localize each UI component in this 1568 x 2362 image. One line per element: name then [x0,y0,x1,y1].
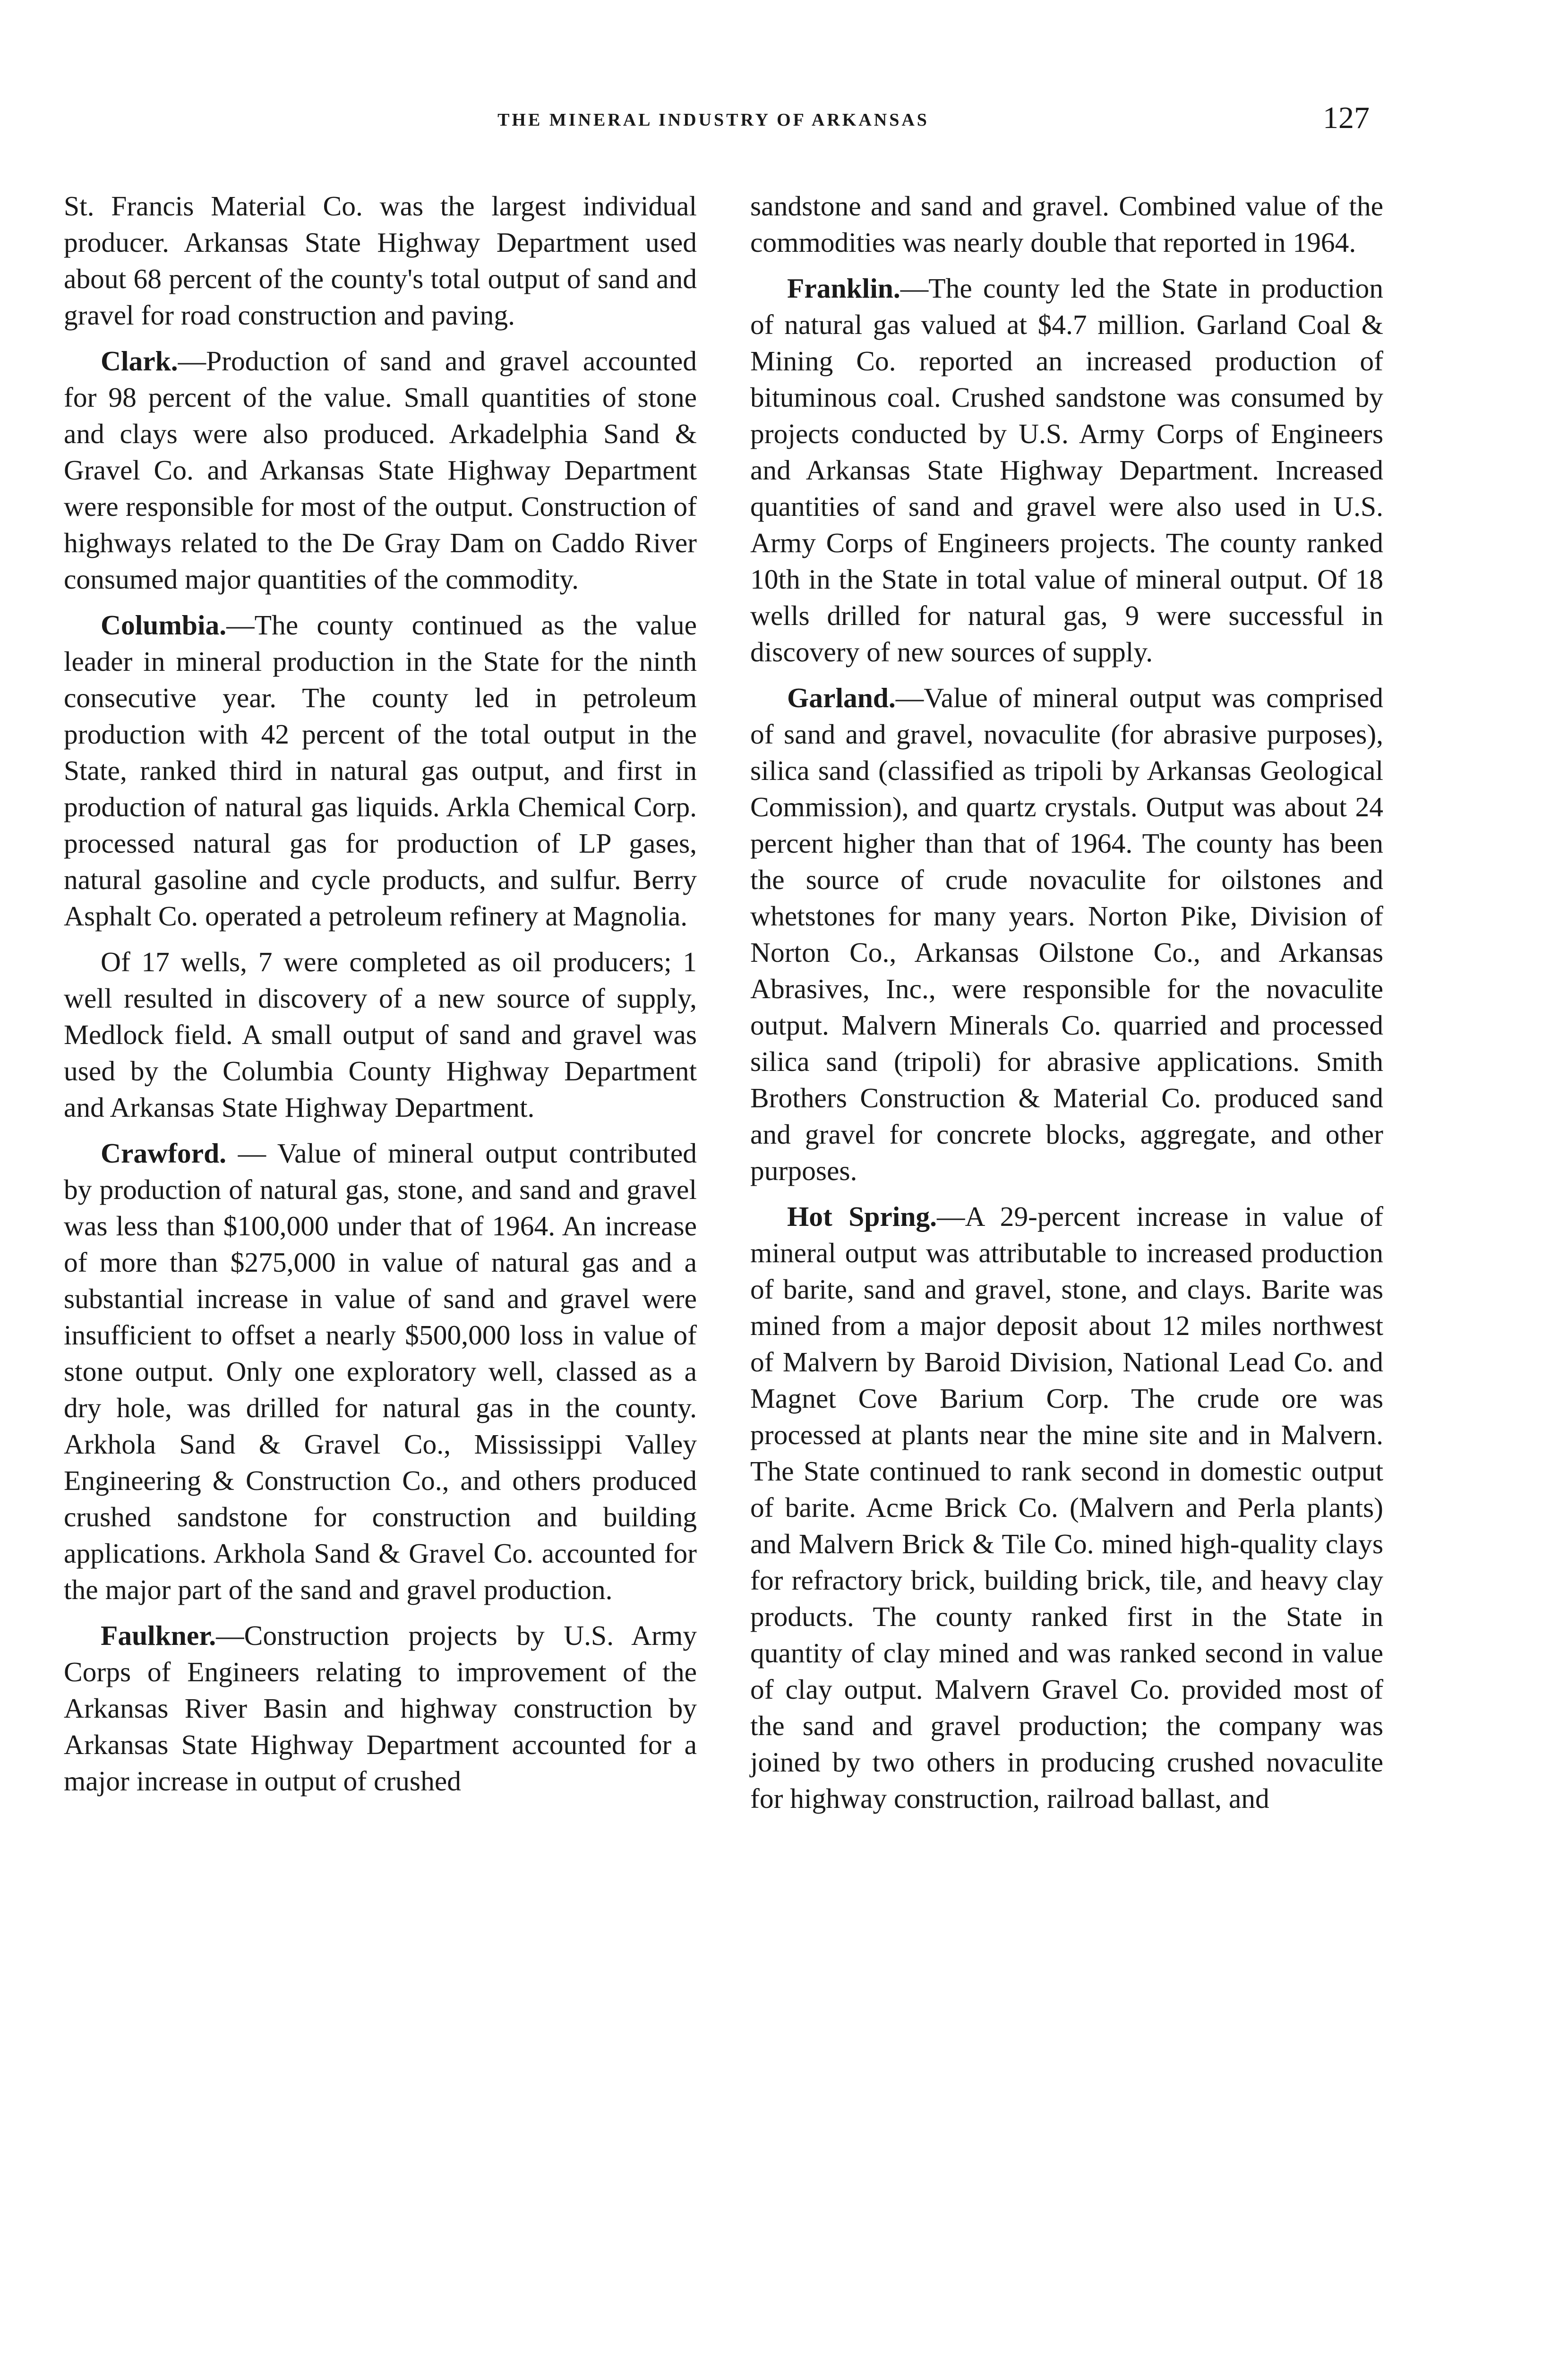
paragraph-columbia [64,607,697,934]
county-heading-hot-spring: Hot Spring. [787,1201,937,1232]
county-heading-garland: Garland. [787,682,896,713]
paragraph-garland [750,680,1383,1189]
paragraph [750,188,1383,261]
county-heading-crawford: Crawford. [101,1138,227,1169]
paragraph-franklin [750,270,1383,670]
county-heading-clark: Clark. [101,345,178,377]
paragraph-text: —Production of sand and gravel accounted for 98 percent of the value. Small quantities of stone and clays were also produced. Arkadelphia Sand & Gravel Co. and Arkansas State Highway Department were responsible for most of the output. Construction of highways related to the De Gray Dam on Caddo River consumed major quantities of the commodity. [64,345,697,595]
paragraph-text: — Value of mineral output contributed by production of natural gas, stone, and sand and gravel was less than $100,000 under that of 1964. An increase of more than $275,000 in value of natural gas and a substantial increase in value of sand and gravel were insufficient to offset a nearly $500,000 loss in value of stone output. Only one exploratory well, classed as a dry hole, was drilled for natural gas in the county. Arkhola Sand & Gravel Co., Mississippi Valley Engineering & Construction Co., and others produced crushed sandstone for construction and building applications. Arkhola Sand & Gravel Co. accounted for the major part of the sand and gravel production. [64,1138,697,1605]
paragraph-text: —Construction projects by U.S. Army Corps of Engineers relating to improvement of the Arkansas River Basin and highway construction by Arkansas State Highway Department accounted for a major increase in output of crushed [64,1620,697,1797]
left-column [64,188,697,1809]
paragraph-hot-spring [750,1198,1383,1817]
paragraph-text: sandstone and sand and gravel. Combined value of the commodities was nearly double that reported in 1964. [750,190,1383,258]
page-number: 127 [1323,101,1370,135]
paragraph-text: —The county continued as the value leader in mineral production in the State for the ninth consecutive year. The county led in petroleum production with 42 percent of the total output in the State, ranked third in natural gas output, and first in production of natural gas liquids. Arkla Chemical Corp. processed natural gas for production of LP gases, natural gasoline and cycle products, and sulfur. Berry Asphalt Co. operated a petroleum refinery at Magnolia. [64,609,697,932]
paragraph-text: Of 17 wells, 7 were completed as oil producers; 1 well resulted in discovery of a new source of supply, Medlock field. A small output of sand and gravel was used by the Columbia County Highway Department and Arkansas State Highway Department. [64,946,697,1123]
paragraph-crawford [64,1135,697,1608]
right-column [750,188,1383,1826]
paragraph-text: —The county led the State in production of natural gas valued at $4.7 million. Garland Coal & Mining Co. reported an increased production of bituminous coal. Crushed sandstone was consumed by projects conducted by U.S. Army Corps of Engineers and Arkansas State Highway Department. Increased quantities of sand and gravel were also used in U.S. Army Corps of Engineers projects. The county ranked 10th in the State in total value of mineral output. Of 18 wells drilled for natural gas, 9 were successful in discovery of new sources of supply. [750,273,1383,668]
paragraph-text: —Value of mineral output was comprised of sand and gravel, novaculite (for abrasive purposes), silica sand (classified as tripoli by Arkansas Geological Commission), and quartz crystals. Output was about 24 percent higher than that of 1964. The county has been the source of crude novaculite for oilstones and whetstones for many years. Norton Pike, Division of Norton Co., Arkansas Oilstone Co., and Arkansas Abrasives, Inc., were responsible for the novaculite output. Malvern Minerals Co. quarried and processed silica sand (tripoli) for abrasive applications. Smith Brothers Construction & Material Co. produced sand and gravel for concrete blocks, aggregate, and other purposes. [750,682,1383,1186]
county-heading-franklin: Franklin. [787,273,900,304]
paragraph-text: St. Francis Material Co. was the largest individual producer. Arkansas State Highway Department used about 68 percent of the county's total output of sand and gravel for road construction and paving. [64,190,697,331]
paragraph [64,188,697,334]
paragraph-faulkner [64,1617,697,1799]
running-title: THE MINERAL INDUSTRY OF ARKANSAS [497,110,929,130]
county-heading-columbia: Columbia. [101,609,227,641]
paragraph-columbia-wells [64,944,697,1126]
paragraph-clark [64,343,697,598]
paragraph-text: —A 29-percent increase in value of mineral output was attributable to increased production of barite, sand and gravel, stone, and clays. Barite was mined from a major deposit about 12 miles northwest of Malvern by Baroid Division, National Lead Co. and Magnet Cove Barium Corp. The crude ore was processed at plants near the mine site and in Malvern. The State continued to rank second in domestic output of barite. Acme Brick Co. (Malvern and Perla plants) and Malvern Brick & Tile Co. mined high-quality clays for refractory brick, building brick, tile, and heavy clay products. The county ranked first in the State in quantity of clay mined and was ranked second in value of clay output. Malvern Gravel Co. provided most of the sand and gravel production; the company was joined by two others in producing crushed novaculite for highway construction, railroad ballast, and [750,1201,1383,1814]
county-heading-faulkner: Faulkner. [101,1620,216,1651]
